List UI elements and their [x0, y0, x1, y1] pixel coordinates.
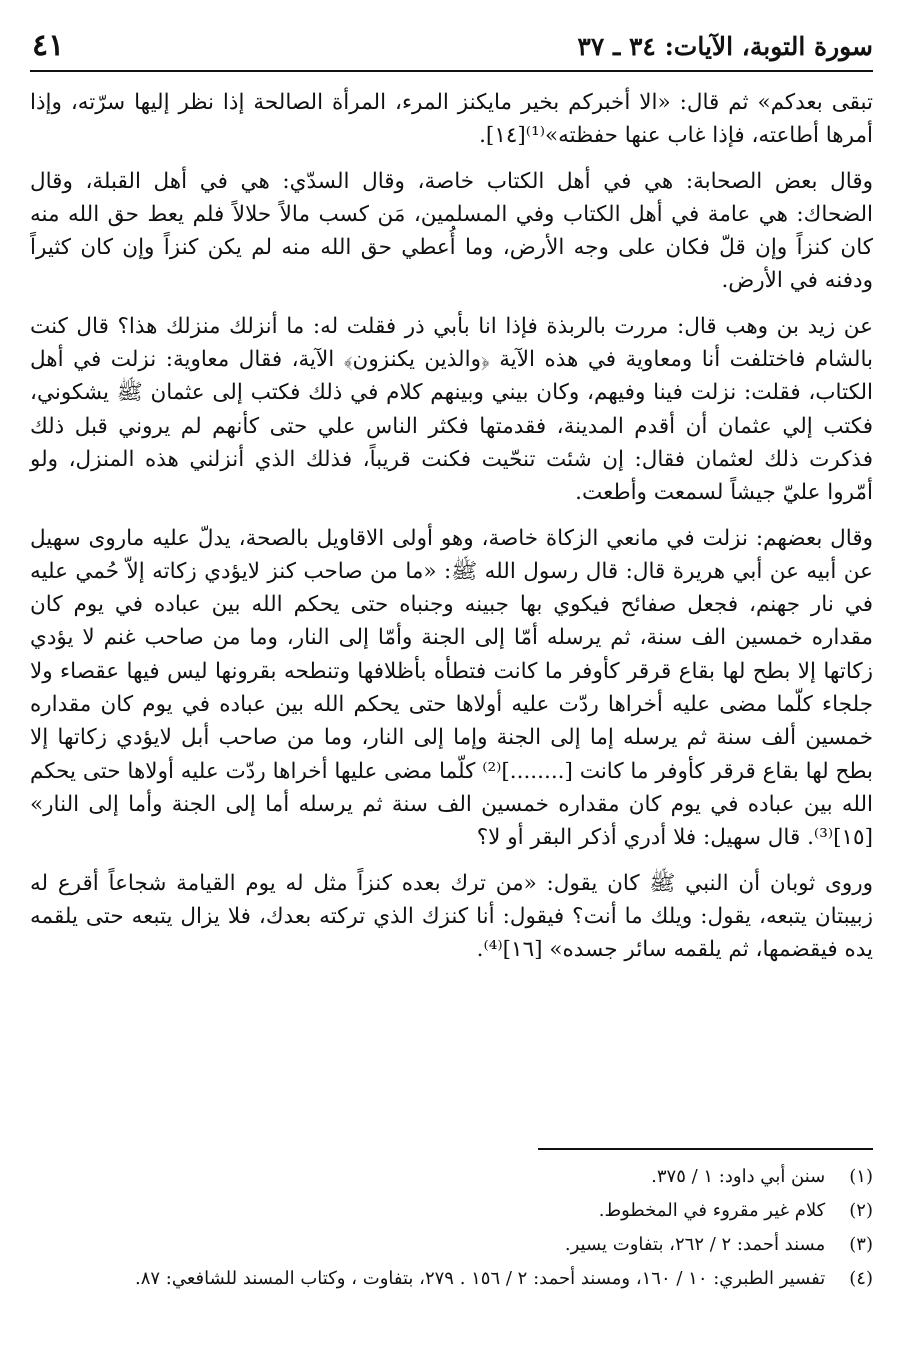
footnote-text: كلام غير مقروء في المخطوط. [598, 1200, 826, 1221]
footnote-number: (٤) [849, 1268, 873, 1289]
footnote-divider [538, 1148, 873, 1150]
footnote-text: مسند أحمد: ٢ / ٢٦٢، بتفاوت يسير. [564, 1234, 826, 1255]
paragraph-1: تبقى بعدكم» ثم قال: «الا أخبركم بخير مايكنز المرء، المرأة الصالحة إذا نظر إليها سرّته، وإذا أمرها أطاعته، فإذا غاب عنها حفظته»⁽¹⁾[١٤]. [30, 90, 873, 149]
page-number: ٤١ [32, 28, 65, 63]
footnote-3 [30, 1228, 873, 1262]
footnote-text: تفسير الطبري: ١٠ / ١٦٠، ومسند أحمد: ٢ / ١٥٦ . ٢٧٩، بتفاوت ، وكتاب المسند للشافعي: ٨٧. [134, 1268, 826, 1289]
footnote-2 [30, 1194, 873, 1228]
footnote-number: (٣) [849, 1234, 873, 1255]
paragraph-3: عن زيد بن وهب قال: مررت بالربذة فإذا انا بأبي ذر فقلت له: ما أنزلك منزلك هذا؟ قال كنت بالشام فاختلفت أنا ومعاوية في هذه الآية ﴿والذين يكنزون﴾ الآية، فقال معاوية: نزلت في أهل الكتاب، فقلت: نزلت فينا وفيهم، وكان بيني وبينهم كلام في ذلك فكتب إلى عثمان ﷺ يشكوني، فكتب إلي عثمان أن أقدم المدينة، فقدمتها فكثر الناس علي حتى كأنهم لم يروني قبل ذلك فذكرت ذلك لعثمان فقال: إن شئت تنحّيت فكنت قريباً، فذلك الذي أنزلني هذه المنزل، ولو أمّروا عليّ جيشاً لسمعت وأطعت. [30, 313, 873, 506]
header-title: سورة التوبة، الآيات: ٣٤ ـ ٣٧ [577, 32, 873, 61]
footnote-1 [30, 1160, 873, 1194]
footnote-4 [30, 1262, 873, 1296]
paragraph-4: وقال بعضهم: نزلت في مانعي الزكاة خاصة، وهو أولى الاقاويل بالصحة، يدلّ عليه ماروى سهيل عن أبيه عن أبي هريرة قال: قال رسول الله ﷺ: «ما من صاحب كنز لايؤدي زكاته إلاّ حُمي عليه في نار جهنم، فجعل صفائح فيكوي بها جبينه وجنباه حتى يحكم الله بين عباده في يوم كان مقداره خمسين الف سنة، ثم يرسله أمّا إلى الجنة وأمّا إلى النار، وما من صاحب غنم لا يؤدي زكاتها إلا بطح لها بقاع قرقر كأوفر ما كانت فتطأه بأظلافها وتنطحه بقرونها ليس فيها عقصاء ولا جلجاء كلّما مضى عليه أخراها ردّت عليه أولاها حتى يحكم الله بين عباده في يوم كان مقداره خمسين ألف سنة ثم يرسله إما إلى الجنة وإما إلى النار، وما من صاحب أبل لايؤدي زكاتها إلا بطح لها بقاع قرقر كأوفر ما كانت [........]⁽²⁾ كلّما مضى عليها أخراها ردّت عليه أولاها حتى يحكم الله بين عباده في يوم كان مقداره خمسين الف سنة ثم يرسله أما إلى الجنة وأما إلى النار» [١٥]⁽³⁾. قال سهيل: فلا أدري أذكر البقر أو لا؟ [30, 525, 874, 851]
main-text [30, 86, 873, 978]
paragraph-5: وروى ثوبان أن النبي ﷺ كان يقول: «من ترك بعده كنزاً مثل له يوم القيامة شجاعاً أقرع له زبيبتان يتبعه، يقول: ويلك ما أنت؟ فيقول: أنا كنزك الذي تركته بعدك، فلا يزال يتبعه حتى يلقمه يده فيقضمها، ثم يلقمه سائر جسده» [١٦]⁽⁴⁾. [30, 870, 873, 963]
footnote-number: (١) [849, 1166, 873, 1187]
paragraph-2: وقال بعض الصحابة: هي في أهل الكتاب خاصة، وقال السدّي: هي في أهل القبلة، وقال الضحاك: هي عامة في أهل الكتاب وفي المسلمين، مَن كسب مالاً حلالاً فلم يعط حق الله منه كان كنزاً وإن قلّ فكان على وجه الأرض، وما أُعطي حق الله منه لم يكن كنزاً وإن كان كثيراً ودفنه في الأرض. [30, 168, 873, 294]
footnotes [30, 1160, 873, 1296]
running-header [30, 24, 873, 72]
footnote-number: (٢) [849, 1200, 873, 1221]
footnote-text: سنن أبي داود: ١ / ٣٧٥. [651, 1166, 826, 1187]
